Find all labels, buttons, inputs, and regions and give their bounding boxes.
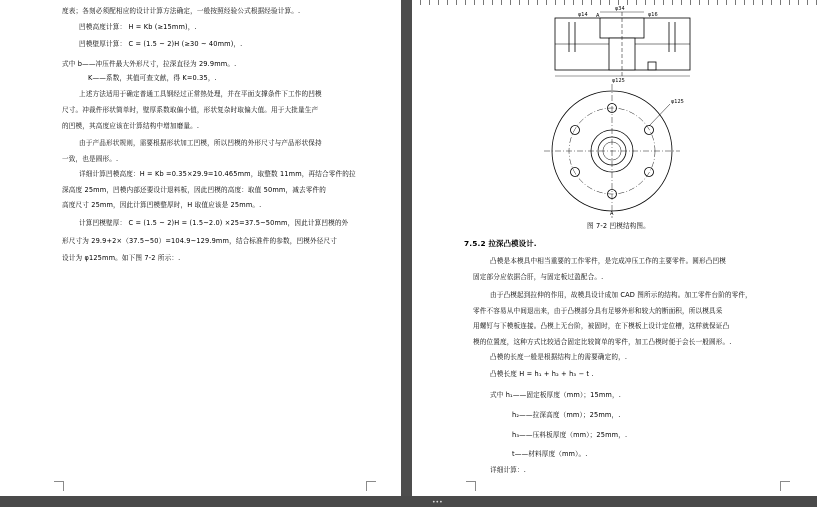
body-text-line: 零件不容易从中间退出来，由于凸模部分具有足够外形和较大的断面积，所以模具采 — [473, 307, 723, 315]
body-text-line: 一致，也是圆形。. — [62, 155, 119, 163]
body-text-line: h₂——拉深高度（mm）；25mm，. — [512, 411, 621, 419]
body-text-line: 由于产品形状规则，需要根据形状加工凹模，所以凹模的外形尺寸与产品形状保持 — [79, 139, 322, 147]
body-text-line: 详细计算凹模高度：H = Kb =0.35×29.9=10.465mm，取整数 11mm，再结合零件的拉 — [79, 170, 356, 178]
body-text-line: 设计为 φ125mm。如下图 7-2 所示：. — [62, 254, 181, 262]
body-text-line: 模的位置度，这种方式比较适合固定比较简单的零件，加工凸模时便于会长一般圆形。. — [473, 338, 732, 346]
body-text-line: 高度尺寸 25mm，因此计算凹模整厚时，H 取值应该是 25mm。. — [62, 201, 262, 209]
body-text-line: 式中 b——冲压件最大外形尺寸，拉深直径为 29.9mm。. — [62, 60, 237, 68]
body-text-line: 度表；各刻必须配相应的设计计算方法确定，一般按照经验公式根据经验计算。. — [62, 7, 301, 15]
die-section-view — [555, 12, 690, 78]
dim-label: φ125 — [671, 99, 684, 105]
body-text-line: 详细计算：. — [490, 466, 526, 474]
section-label: A — [610, 211, 614, 217]
more-options-icon[interactable]: ••• — [432, 499, 443, 506]
body-text-line: 深高度 25mm，凹模内部还要设计退料板，因此凹模的高度：取值 50mm，减去零件的 — [62, 186, 326, 194]
right-document-page — [412, 0, 817, 496]
body-text-line: 式中 h₁——固定板厚度（mm）；15mm，. — [490, 391, 621, 399]
die-structure-figure — [412, 0, 817, 230]
page-corner-marker — [54, 481, 64, 491]
formula-line: 凸模长度 H = h₁ + h₂ + h₃ − t . — [490, 370, 594, 378]
section-label: A — [596, 13, 600, 19]
left-document-page — [0, 0, 401, 496]
formula-line: 凹模高度计算： H = Kb (≥15mm)，. — [79, 23, 197, 31]
body-text-line: 固定部分应依据合肝，与固定板过盈配合。. — [473, 273, 604, 281]
die-plan-view — [544, 84, 680, 218]
status-bar — [0, 496, 817, 507]
section-heading: 7.5.2 拉深凸模设计. — [464, 239, 537, 248]
body-text-line: 凸模的长度一般是根据结构上的需要确定的，. — [490, 353, 628, 361]
page-corner-marker — [780, 481, 790, 491]
body-text-line: h₃——压料板厚度（mm）；25mm，. — [512, 431, 628, 439]
body-text-line: 上述方法适用于确定普通工具钢经过正常热处理，并在平面支撑条件下工作的凹模 — [79, 90, 322, 98]
dim-label: φ125 — [612, 78, 625, 84]
body-text-line: 由于凸模起到拉伸的作用，故模具设计成加 CAD 图所示的结构。加工零件台阶的零件， — [490, 291, 752, 299]
dim-label: φ34 — [615, 6, 625, 12]
body-text-line: 凸模是本模具中相当重要的工作零件，是完成冲压工作的主要零件。圆形凸凹模 — [490, 257, 727, 265]
formula-line: 凹模壁厚计算： C = (1.5 ~ 2)H (≥30 ~ 40mm)，. — [79, 40, 243, 48]
body-text-line: K——系数，其值可查文献，得 K=0.35，. — [88, 74, 217, 82]
body-text-line: t——材料厚度（mm）。. — [512, 450, 588, 458]
page-corner-marker — [466, 481, 476, 491]
body-text-line: 尺寸。冲裁件形状简单时，壁厚系数取偏小值，形状复杂时取偏大值。用于大批量生产 — [62, 106, 319, 114]
horizontal-ruler — [412, 0, 817, 5]
page-corner-marker — [366, 481, 376, 491]
body-text-line: 的凹模，其高度应该在计算结构中增加磨量。. — [62, 122, 200, 130]
body-text-line: 形尺寸为 29.9+2×（37.5~50）=104.9~129.9mm，结合标准件的参数，凹模外径尺寸 — [62, 237, 337, 245]
figure-caption: 图 7-2 凹模结构图。 — [587, 222, 650, 230]
dim-label: φ14 — [578, 12, 588, 18]
dim-label: φ16 — [648, 12, 658, 18]
body-text-line: 计算凹模壁厚： C = (1.5 ~ 2)H = (1.5~2.0) ×25=37.5~50mm，因此计算凹模的外 — [79, 219, 349, 227]
body-text-line: 用螺钉与下模板连接。凸模上无台阶，被固时，在下模板上设计定位槽，这样就保证凸 — [473, 322, 730, 330]
